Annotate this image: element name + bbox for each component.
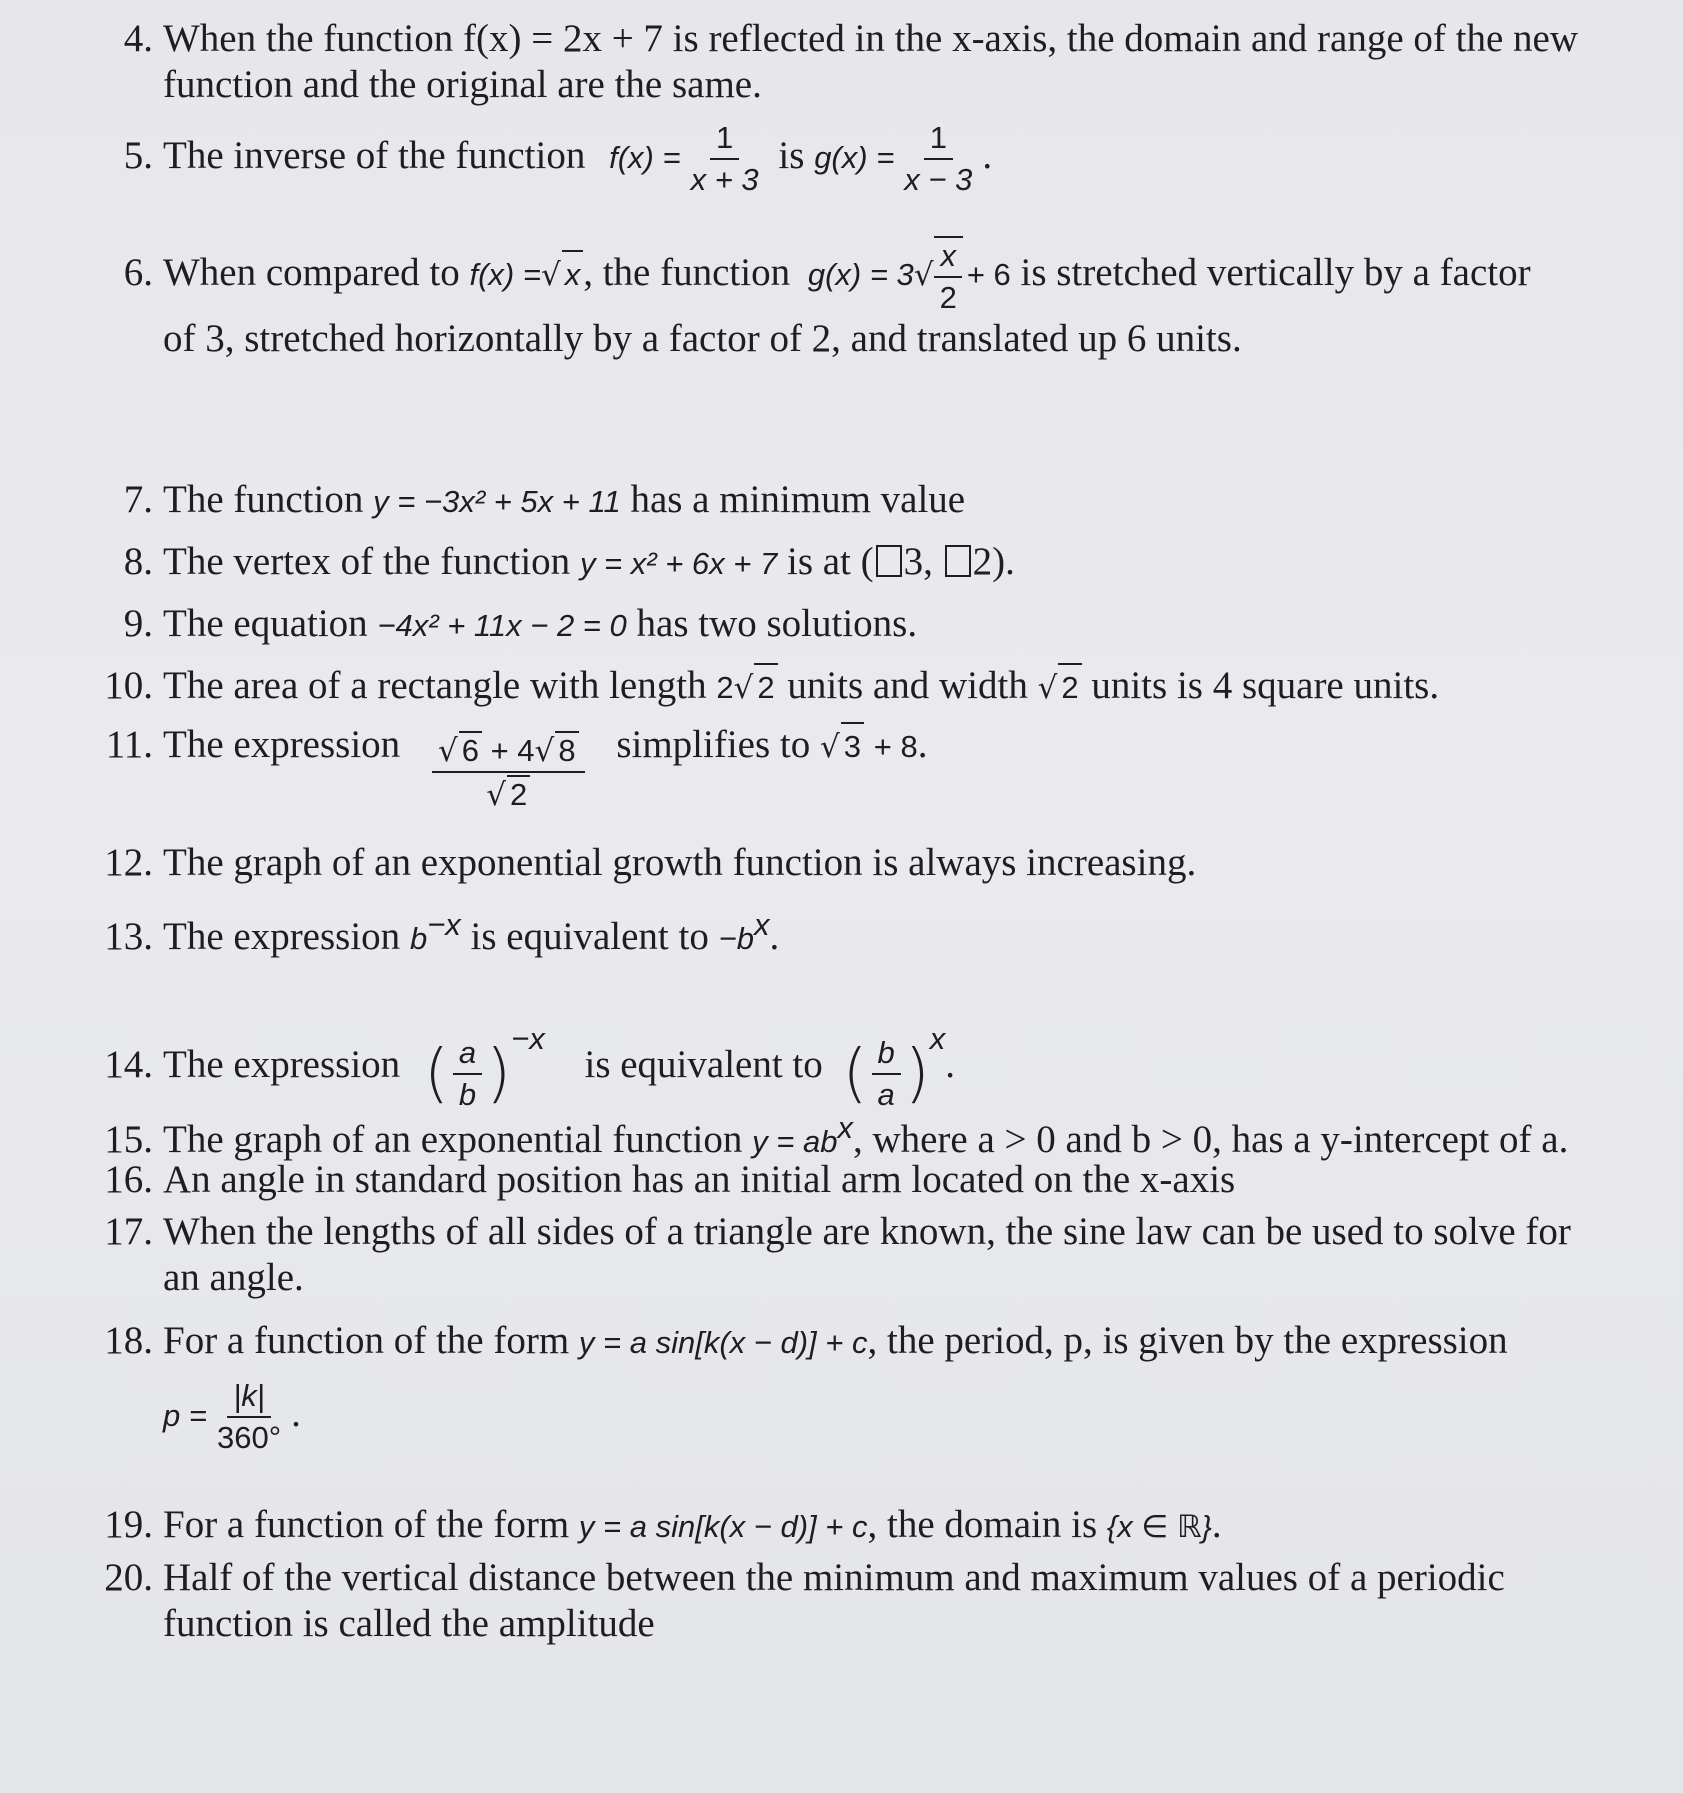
- question-18: [95, 1318, 1508, 1456]
- numerator: x: [934, 238, 962, 278]
- radical-sign: √: [733, 670, 754, 706]
- question-text: For a function of the form: [163, 1503, 570, 1546]
- denominator: x + 3: [690, 162, 759, 197]
- question-text: units and width: [787, 664, 1028, 707]
- fraction-g: [898, 120, 978, 198]
- math-expression: −4x² + 11x − 2 = 0: [377, 608, 627, 643]
- question-13: [95, 902, 779, 962]
- radical-sign: √: [1037, 670, 1058, 706]
- question-text: The vertex of the function: [163, 540, 571, 583]
- constant-term: + 8: [873, 729, 918, 764]
- question-10: [95, 663, 1439, 711]
- left-paren: (: [842, 1037, 868, 1112]
- question-text: The area of a rectangle with length: [163, 664, 707, 707]
- radical-sign: √: [534, 733, 555, 769]
- period: .: [291, 1391, 301, 1435]
- math-expression: y = ab: [752, 1124, 838, 1159]
- question-12: [95, 840, 1196, 886]
- question-number: 17.: [104, 1210, 153, 1253]
- radicand: 2: [507, 775, 530, 813]
- exponent: x: [929, 1021, 946, 1056]
- exponent: x: [837, 1110, 853, 1145]
- question-9: [95, 601, 917, 649]
- question-text: For a function of the form: [163, 1319, 570, 1362]
- question-number: 15.: [104, 1118, 153, 1161]
- question-text: , the function: [583, 250, 791, 294]
- question-text: The function: [163, 478, 364, 521]
- question-text: , the period, p, is given by the expression: [867, 1319, 1508, 1362]
- question-text: The expression: [163, 723, 401, 766]
- question-text: The graph of an exponential growth function is always increasing.: [163, 841, 1197, 884]
- numerator: |k|: [227, 1378, 271, 1418]
- fraction-f: [685, 120, 765, 198]
- exponent: −x: [427, 907, 461, 942]
- question-15: [95, 1105, 1568, 1165]
- question-11: [95, 722, 927, 813]
- question-number: 16.: [104, 1158, 153, 1201]
- question-text: is: [778, 133, 805, 177]
- radical-sign: √: [913, 256, 934, 293]
- question-number: 11.: [105, 723, 153, 766]
- exponent: −x: [511, 1021, 545, 1056]
- radical-sign: √: [486, 777, 506, 813]
- period: .: [917, 723, 928, 766]
- numerator: a: [453, 1035, 482, 1075]
- question-text: units is 4 square units.: [1091, 664, 1440, 707]
- missing-glyph-box: [945, 545, 971, 577]
- question-19: [95, 1502, 1222, 1550]
- question-8: [95, 539, 1015, 587]
- radicand: 8: [555, 731, 578, 769]
- coefficient: 2: [716, 670, 734, 705]
- question-17: [95, 1209, 1571, 1301]
- function-f: f(x) =: [469, 256, 541, 292]
- question-text: The expression: [163, 1043, 401, 1086]
- question-number: 7.: [123, 478, 153, 521]
- radicand: 2: [1058, 663, 1081, 711]
- question-14: [95, 1016, 955, 1113]
- base: b: [409, 921, 428, 956]
- question-number: 18.: [104, 1319, 153, 1362]
- question-number: 4.: [123, 17, 153, 60]
- numerator: 1: [710, 120, 739, 160]
- fraction: [453, 1035, 482, 1113]
- radicand: 6: [459, 731, 482, 769]
- question-text: When the function f(x) = 2x + 7 is reflected in the x-axis, the domain and range of the new: [163, 17, 1579, 60]
- question-text-cont: an angle.: [163, 1256, 304, 1299]
- question-number: 20.: [104, 1556, 153, 1599]
- question-number: 19.: [104, 1503, 153, 1546]
- question-text: simplifies to: [616, 723, 811, 766]
- question-number: 10.: [104, 664, 153, 707]
- fraction-expression: [432, 731, 585, 813]
- function-g: g(x) =: [814, 139, 895, 175]
- question-4: [95, 16, 1578, 108]
- right-paren: ): [486, 1037, 512, 1112]
- question-text: , where a > 0 and b > 0, has a y-intercept of a.: [852, 1118, 1569, 1161]
- math-expression: y = x² + 6x + 7: [579, 546, 778, 581]
- denominator: x − 3: [904, 162, 973, 197]
- fraction-radicand: [934, 236, 963, 316]
- question-text: When the lengths of all sides of a triangle are known, the sine law can be used to solve for: [163, 1210, 1571, 1253]
- radicand: x: [562, 250, 584, 298]
- question-text: is stretched vertically by a factor: [1020, 250, 1531, 294]
- missing-glyph-box: [876, 545, 902, 577]
- denominator: [480, 773, 536, 813]
- period: .: [945, 1043, 955, 1086]
- coefficient: + 4: [490, 733, 535, 768]
- radical-sign: √: [540, 256, 561, 293]
- constant-term: + 6: [966, 256, 1011, 292]
- question-number: 6.: [123, 250, 153, 294]
- question-5: [95, 120, 992, 198]
- exponent: x: [753, 907, 770, 942]
- question-text: has two solutions.: [636, 602, 918, 645]
- question-text: When compared to: [163, 250, 460, 294]
- question-number: 14.: [104, 1043, 153, 1086]
- question-text-cont: function and the original are the same.: [163, 63, 762, 106]
- period: .: [769, 915, 780, 958]
- numerator: 1: [924, 120, 953, 160]
- denominator: a: [877, 1077, 895, 1113]
- numerator: [432, 731, 585, 773]
- question-text: An angle in standard position has an initial arm located on the x-axis: [163, 1158, 1236, 1201]
- question-number: 9.: [123, 602, 153, 645]
- denominator: b: [458, 1077, 477, 1113]
- domain-set: {x ∈ ℝ}: [1106, 1509, 1212, 1544]
- radical-sign: √: [819, 729, 840, 765]
- question-text: The equation: [163, 602, 368, 645]
- question-text: is at (: [786, 540, 874, 583]
- period-formula: [95, 1378, 1508, 1456]
- function-f: f(x) =: [609, 139, 681, 175]
- fraction: [211, 1378, 287, 1456]
- question-text: The expression: [163, 915, 401, 958]
- denominator: 360°: [216, 1420, 282, 1455]
- question-text: Half of the vertical distance between the minimum and maximum values of a periodic: [163, 1556, 1505, 1599]
- question-16: [95, 1157, 1235, 1203]
- question-text-cont: function is called the amplitude: [163, 1602, 655, 1645]
- numerator: b: [872, 1035, 901, 1075]
- function-g: g(x) = 3: [807, 256, 914, 292]
- question-number: 13.: [104, 915, 153, 958]
- denominator: 2: [939, 280, 957, 315]
- question-text: 3,: [903, 540, 933, 583]
- fraction: [872, 1035, 901, 1113]
- question-number: 5.: [123, 133, 153, 177]
- radical-sign: √: [437, 733, 458, 769]
- question-text-cont: of 3, stretched horizontally by a factor of 2, and translated up 6 units.: [163, 317, 1242, 360]
- right-paren: ): [904, 1037, 930, 1112]
- question-text: , the domain is: [867, 1503, 1098, 1546]
- question-text: is equivalent to: [584, 1043, 823, 1086]
- question-number: 8.: [123, 540, 153, 583]
- question-text: is equivalent to: [470, 915, 709, 958]
- expression-right: [843, 1016, 946, 1113]
- question-text: The inverse of the function: [163, 133, 586, 177]
- base: −b: [718, 921, 754, 956]
- question-number: 12.: [104, 841, 153, 884]
- left-paren: (: [423, 1037, 449, 1112]
- question-text: 2).: [972, 540, 1015, 583]
- period-variable: p =: [163, 1397, 207, 1433]
- question-text: has a minimum value: [630, 478, 966, 521]
- radicand: 2: [754, 663, 777, 711]
- period: .: [982, 133, 993, 177]
- math-expression: y = a sin[k(x − d)] + c: [578, 1325, 868, 1360]
- math-expression: y = a sin[k(x − d)] + c: [578, 1509, 868, 1544]
- question-20: [95, 1555, 1505, 1647]
- question-text: The graph of an exponential function: [163, 1118, 743, 1161]
- radicand: 3: [841, 722, 864, 770]
- math-expression: y = −3x² + 5x + 11: [373, 484, 621, 519]
- expression-left: [424, 1016, 545, 1113]
- question-6: [95, 236, 1531, 362]
- period: .: [1211, 1503, 1222, 1546]
- question-7: [95, 477, 965, 525]
